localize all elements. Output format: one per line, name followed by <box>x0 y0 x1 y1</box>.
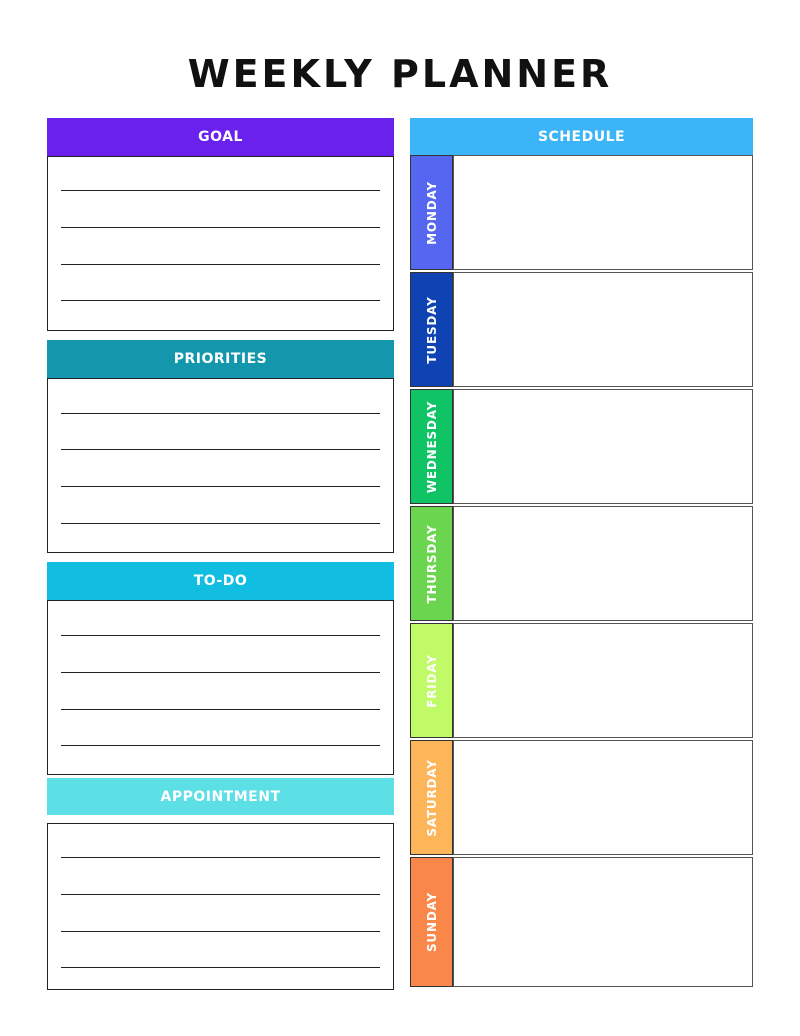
priorities-line <box>61 486 380 487</box>
day-label: THURSDAY <box>424 523 439 604</box>
day-tab-tuesday <box>410 272 453 387</box>
day-row-thursday <box>410 506 753 621</box>
todo-line <box>61 745 380 746</box>
day-tab-monday <box>410 155 453 270</box>
page-title: WEEKLY PLANNER <box>187 52 613 96</box>
day-box-saturday[interactable] <box>453 740 753 855</box>
day-box-wednesday[interactable] <box>453 389 753 504</box>
day-tab-friday <box>410 623 453 738</box>
priorities-line <box>61 413 380 414</box>
day-tab-sunday <box>410 857 453 987</box>
day-tab-thursday <box>410 506 453 621</box>
day-tab-wednesday <box>410 389 453 504</box>
priorities-line <box>61 523 380 524</box>
day-box-tuesday[interactable] <box>453 272 753 387</box>
appointment-line <box>61 931 380 932</box>
day-box-thursday[interactable] <box>453 506 753 621</box>
day-row-sunday <box>410 857 753 987</box>
appointment-line <box>61 857 380 858</box>
goal-line <box>61 227 380 228</box>
day-row-wednesday <box>410 389 753 504</box>
priorities-header: PRIORITIES <box>47 340 394 378</box>
goal-line <box>61 264 380 265</box>
day-label: FRIDAY <box>424 653 439 708</box>
day-tab-saturday <box>410 740 453 855</box>
day-row-tuesday <box>410 272 753 387</box>
todo-box[interactable] <box>47 600 394 775</box>
todo-line <box>61 709 380 710</box>
day-box-sunday[interactable] <box>453 857 753 987</box>
schedule-header: SCHEDULE <box>410 118 753 155</box>
goal-line <box>61 300 380 301</box>
day-box-friday[interactable] <box>453 623 753 738</box>
goal-header: GOAL <box>47 118 394 156</box>
day-row-friday <box>410 623 753 738</box>
day-label: MONDAY <box>424 180 439 245</box>
appointment-line <box>61 967 380 968</box>
goal-line <box>61 190 380 191</box>
appointment-line <box>61 894 380 895</box>
day-row-monday <box>410 155 753 270</box>
todo-line <box>61 635 380 636</box>
appointment-header: APPOINTMENT <box>47 778 394 815</box>
day-label: SATURDAY <box>424 758 439 837</box>
day-box-monday[interactable] <box>453 155 753 270</box>
day-row-saturday <box>410 740 753 855</box>
appointment-box[interactable] <box>47 823 394 990</box>
todo-header: TO-DO <box>47 562 394 600</box>
goal-box[interactable] <box>47 156 394 331</box>
day-label: TUESDAY <box>424 295 439 364</box>
day-label: WEDNESDAY <box>424 400 439 493</box>
day-label: SUNDAY <box>424 891 439 953</box>
priorities-line <box>61 449 380 450</box>
priorities-box[interactable] <box>47 378 394 553</box>
todo-line <box>61 672 380 673</box>
